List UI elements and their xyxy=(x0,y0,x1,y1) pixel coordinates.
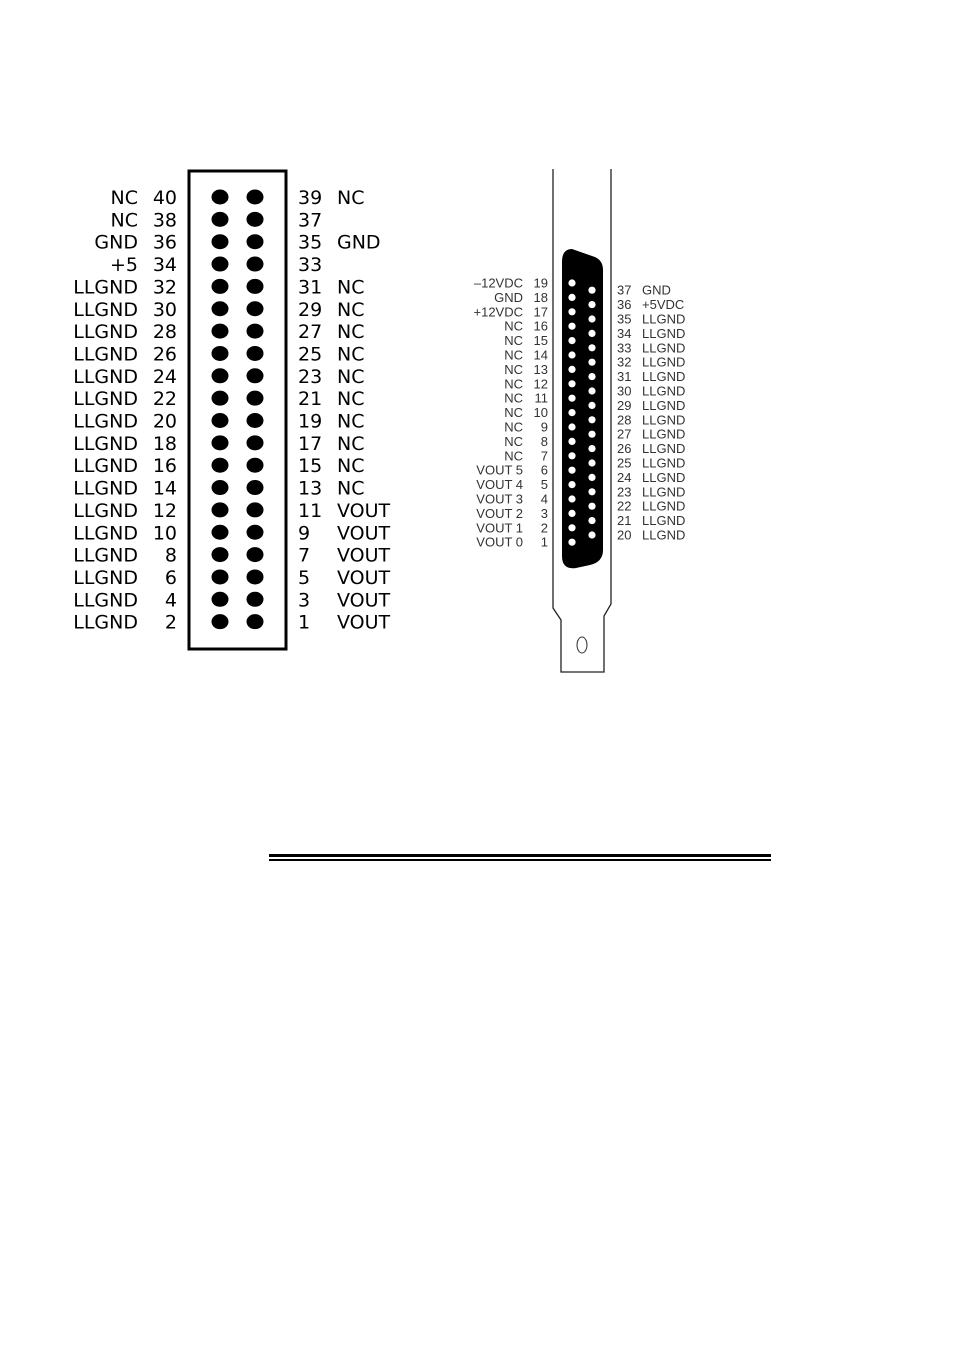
dsub-pin-number: 30 xyxy=(617,383,632,399)
header-pin-signal: LLGND xyxy=(73,499,138,522)
header-pin-signal: NC xyxy=(337,410,365,433)
header-pin-signal: NC xyxy=(337,298,365,321)
dsub-pin-signal: NC xyxy=(504,390,523,406)
header-pin-number: 38 xyxy=(152,209,177,232)
dsub-pin-number: 1 xyxy=(540,534,548,550)
header-pin-number: 2 xyxy=(164,611,177,634)
header-pin-signal: LLGND xyxy=(73,566,138,589)
dsub-pin-37 xyxy=(588,287,595,294)
dsub-pin-signal: VOUT 4 xyxy=(476,477,523,493)
header-pin-number: 9 xyxy=(298,522,311,545)
dsub-pin-11 xyxy=(568,395,575,402)
header-pin-number: 24 xyxy=(152,365,177,388)
dsub-pin-signal: VOUT 1 xyxy=(476,520,523,536)
dsub-pin-signal: NC xyxy=(504,347,523,363)
header-pin-signal: LLGND xyxy=(73,611,138,634)
dsub-pin-signal: LLGND xyxy=(642,325,686,341)
dsub-pin-3 xyxy=(568,510,575,517)
dsub-pin-number: 37 xyxy=(617,282,632,298)
dsub-pin-signal: VOUT 2 xyxy=(476,505,523,521)
dsub-pin-number: 33 xyxy=(617,340,632,356)
dsub-pin-signal: NC xyxy=(504,361,523,377)
section-rule-top xyxy=(269,854,771,857)
dsub-pin-number: 19 xyxy=(533,275,548,291)
dsub-pin-number: 17 xyxy=(533,304,548,320)
dsub-pin-26 xyxy=(588,445,595,452)
header-pin-signal: LLGND xyxy=(73,298,138,321)
header-pin-signal: +5 xyxy=(109,254,138,277)
header-pin-signal: NC xyxy=(337,365,365,388)
header-pin-signal: LLGND xyxy=(73,544,138,567)
dsub-pin-signal: LLGND xyxy=(642,397,686,413)
dsub-pin-30 xyxy=(588,387,595,394)
dsub-pin-28 xyxy=(588,416,595,423)
dsub-pin-signal: +5VDC xyxy=(642,297,685,313)
dsub-pin-number: 35 xyxy=(617,311,632,327)
header-pin-number: 10 xyxy=(152,522,177,545)
dsub-pin-number: 11 xyxy=(534,390,548,406)
dsub-pin-number: 31 xyxy=(617,369,632,385)
header-pin-number: 11 xyxy=(298,499,323,522)
dsub-pin-23 xyxy=(588,488,595,495)
dsub-pin-signal: NC xyxy=(504,318,523,334)
dsub-pin-14 xyxy=(568,351,575,358)
header-pin-signal: NC xyxy=(110,209,138,232)
header-pin-number: 21 xyxy=(298,388,323,411)
dsub-pin-signal: LLGND xyxy=(642,441,686,457)
dsub-pin-signal: LLGND xyxy=(642,527,686,543)
bracket-slot xyxy=(577,637,587,653)
header-pin-signal: NC xyxy=(337,388,365,411)
dsub-connector-shell xyxy=(562,249,603,568)
dsub-pin-signal: GND xyxy=(642,282,671,298)
dsub-pin-15 xyxy=(568,337,575,344)
dsub-pin-signal: NC xyxy=(504,333,523,349)
header-pin-number: 39 xyxy=(298,187,323,209)
header-pin-signal: GND xyxy=(94,231,138,254)
header-pin-signal: VOUT xyxy=(337,566,391,589)
header-pin-signal: NC xyxy=(337,477,365,500)
dsub-pin-signal: VOUT 5 xyxy=(476,462,523,478)
header-pin-number: 37 xyxy=(298,209,323,232)
dsub-pin-number: 9 xyxy=(540,419,548,435)
dsub-pin-17 xyxy=(568,308,575,315)
dsub-pin-10 xyxy=(568,409,575,416)
dsub-pin-number: 23 xyxy=(617,484,632,500)
dsub-pin-signal: LLGND xyxy=(642,340,686,356)
header-pin-number: 23 xyxy=(298,365,323,388)
header-pin-number: 17 xyxy=(298,432,323,455)
dsub-pin-signal: LLGND xyxy=(642,498,686,514)
header-pin-signal: NC xyxy=(110,187,138,209)
header-pin-signal: GND xyxy=(337,231,381,254)
header-pin-signal: LLGND xyxy=(73,365,138,388)
header-pin-signal: LLGND xyxy=(73,276,138,299)
header-pin-number: 28 xyxy=(152,321,177,344)
header-pin-number: 35 xyxy=(298,231,323,254)
header-pin-number: 34 xyxy=(152,254,177,277)
dsub-pin-signal: GND xyxy=(494,289,523,305)
section-rule-bottom xyxy=(269,859,771,861)
dsub-pin-signal: +12VDC xyxy=(473,304,523,320)
dsub-pin-number: 34 xyxy=(617,325,632,341)
dsub-pin-number: 24 xyxy=(617,469,632,485)
header-pin-number: 25 xyxy=(298,343,323,366)
header-pin-signal: VOUT xyxy=(337,522,391,545)
dsub-pin-number: 20 xyxy=(617,527,632,543)
dsub-pin-31 xyxy=(588,373,595,380)
dsub-pin-number: 21 xyxy=(617,513,632,529)
dsub-pin-20 xyxy=(588,531,595,538)
dsub-pin-number: 2 xyxy=(540,520,548,536)
header-pin-signal: LLGND xyxy=(73,410,138,433)
dsub-pin-33 xyxy=(588,344,595,351)
dsub-pin-number: 13 xyxy=(533,361,548,377)
dsub-pin-number: 26 xyxy=(617,441,632,457)
header-pin-number: 8 xyxy=(164,544,177,567)
dsub-pin-number: 22 xyxy=(617,498,632,514)
header-pin-number: 27 xyxy=(298,321,323,344)
dsub-pin-signal: NC xyxy=(504,419,523,435)
dsub-pin-25 xyxy=(588,459,595,466)
header-pin-number: 19 xyxy=(298,410,323,433)
dsub-pin-signal: NC xyxy=(504,376,523,392)
dsub-pin-signal: LLGND xyxy=(642,412,686,428)
header-pin-signal: LLGND xyxy=(73,589,138,612)
dsub-pin-number: 25 xyxy=(617,455,632,471)
dsub-pin-number: 5 xyxy=(540,477,548,493)
dsub-pin-signal: NC xyxy=(504,448,523,464)
dsub-pin-13 xyxy=(568,366,575,373)
dsub-pin-8 xyxy=(568,438,575,445)
dsub-pin-number: 28 xyxy=(617,412,632,428)
header-pin-signal: LLGND xyxy=(73,522,138,545)
header-pin-signal: LLGND xyxy=(73,388,138,411)
dsub-pin-number: 29 xyxy=(617,397,632,413)
dsub-pin-signal: LLGND xyxy=(642,469,686,485)
dsub-pin-6 xyxy=(568,467,575,474)
dsub-pin-number: 16 xyxy=(533,318,548,334)
dsub-pin-18 xyxy=(568,294,575,301)
header-pin-number: 29 xyxy=(298,298,323,321)
header-pin-number: 40 xyxy=(152,187,177,209)
header-pin-number: 6 xyxy=(164,566,177,589)
header-pin-number: 13 xyxy=(298,477,323,500)
dsub-pin-signal: LLGND xyxy=(642,513,686,529)
header-pin-number: 36 xyxy=(152,231,177,254)
dsub-pin-signal: LLGND xyxy=(642,369,686,385)
dsub-pin-22 xyxy=(588,503,595,510)
header-pin-number: 16 xyxy=(152,455,177,478)
header-pin-number: 33 xyxy=(298,254,323,277)
dsub-pin-number: 15 xyxy=(533,333,548,349)
dsub-pin-number: 6 xyxy=(540,462,548,478)
header-pin-signal: NC xyxy=(337,432,365,455)
dsub-pin-number: 3 xyxy=(540,505,548,521)
header-pin-signal: NC xyxy=(337,455,365,478)
header-pin-signal: VOUT xyxy=(337,544,391,567)
dsub-pin-signal: NC xyxy=(504,405,523,421)
dsub-pin-29 xyxy=(588,402,595,409)
dsub-pin-4 xyxy=(568,495,575,502)
header-pin-number: 18 xyxy=(152,432,177,455)
header-pin-signal: VOUT xyxy=(337,499,391,522)
header-pin-number: 3 xyxy=(298,589,311,612)
header-pin-signal: LLGND xyxy=(73,321,138,344)
dsub-pin-number: 4 xyxy=(540,491,548,507)
header-pin-signal: LLGND xyxy=(73,455,138,478)
header-pin-signal: NC xyxy=(337,321,365,344)
header-pin-signal: VOUT xyxy=(337,589,391,612)
dsub-pin-number: 8 xyxy=(540,433,548,449)
dsub-pin-signal: –12VDC xyxy=(473,275,523,291)
dsub-pin-35 xyxy=(588,315,595,322)
dsub-pin-signal: LLGND xyxy=(642,455,686,471)
header-pin-number: 4 xyxy=(164,589,177,612)
dsub-pin-signal: LLGND xyxy=(642,354,686,370)
header-pin-signal: LLGND xyxy=(73,477,138,500)
header-pin-number: 7 xyxy=(298,544,311,567)
dsub-pin-32 xyxy=(588,359,595,366)
dsub-pin-signal: LLGND xyxy=(642,311,686,327)
header-pin-signal: NC xyxy=(337,276,365,299)
dsub-pin-signal: LLGND xyxy=(642,383,686,399)
dsub-pin-21 xyxy=(588,517,595,524)
dsub-pin-34 xyxy=(588,330,595,337)
dsub-pin-7 xyxy=(568,452,575,459)
header-pin-signal: LLGND xyxy=(73,432,138,455)
header-pin-number: 5 xyxy=(298,566,311,589)
header-pin-signal: LLGND xyxy=(73,343,138,366)
header-pin-signal: VOUT xyxy=(337,611,391,634)
header-pin-number: 15 xyxy=(298,455,323,478)
dsub-pin-number: 32 xyxy=(617,354,632,370)
dsub-pin-27 xyxy=(588,431,595,438)
dsub-pin-signal: LLGND xyxy=(642,426,686,442)
header-pin-number: 30 xyxy=(152,298,177,321)
header-pin-number: 12 xyxy=(152,499,177,522)
dsub-pin-2 xyxy=(568,524,575,531)
header-pin-number: 20 xyxy=(152,410,177,433)
dsub-pin-12 xyxy=(568,380,575,387)
header-pin-number: 31 xyxy=(298,276,323,299)
dsub-pin-number: 14 xyxy=(533,347,548,363)
dsub-pin-1 xyxy=(568,539,575,546)
dsub-pin-number: 7 xyxy=(540,448,548,464)
dsub-pin-24 xyxy=(588,474,595,481)
dsub-pin-9 xyxy=(568,423,575,430)
header-pin-number: 26 xyxy=(152,343,177,366)
dsub-pin-number: 18 xyxy=(533,289,548,305)
dsub-pin-number: 27 xyxy=(617,426,632,442)
dsub-pin-number: 12 xyxy=(533,376,548,392)
dsub-pin-5 xyxy=(568,481,575,488)
header-pin-number: 22 xyxy=(152,388,177,411)
dsub-pin-number: 10 xyxy=(533,405,548,421)
header-pin-number: 32 xyxy=(152,276,177,299)
header-pin-signal: NC xyxy=(337,343,365,366)
header-pin-signal: NC xyxy=(337,187,365,209)
header-pin-number: 1 xyxy=(298,611,311,634)
dsub-pin-16 xyxy=(568,323,575,330)
dsub-pin-signal: NC xyxy=(504,433,523,449)
dsub-pin-signal: LLGND xyxy=(642,484,686,500)
dsub-pin-36 xyxy=(588,301,595,308)
dsub-pin-19 xyxy=(568,279,575,286)
dsub-pin-signal: VOUT 0 xyxy=(476,534,523,550)
dsub-pin-number: 36 xyxy=(617,297,632,313)
dsub-pin-signal: VOUT 3 xyxy=(476,491,523,507)
header-pin-number: 14 xyxy=(152,477,177,500)
